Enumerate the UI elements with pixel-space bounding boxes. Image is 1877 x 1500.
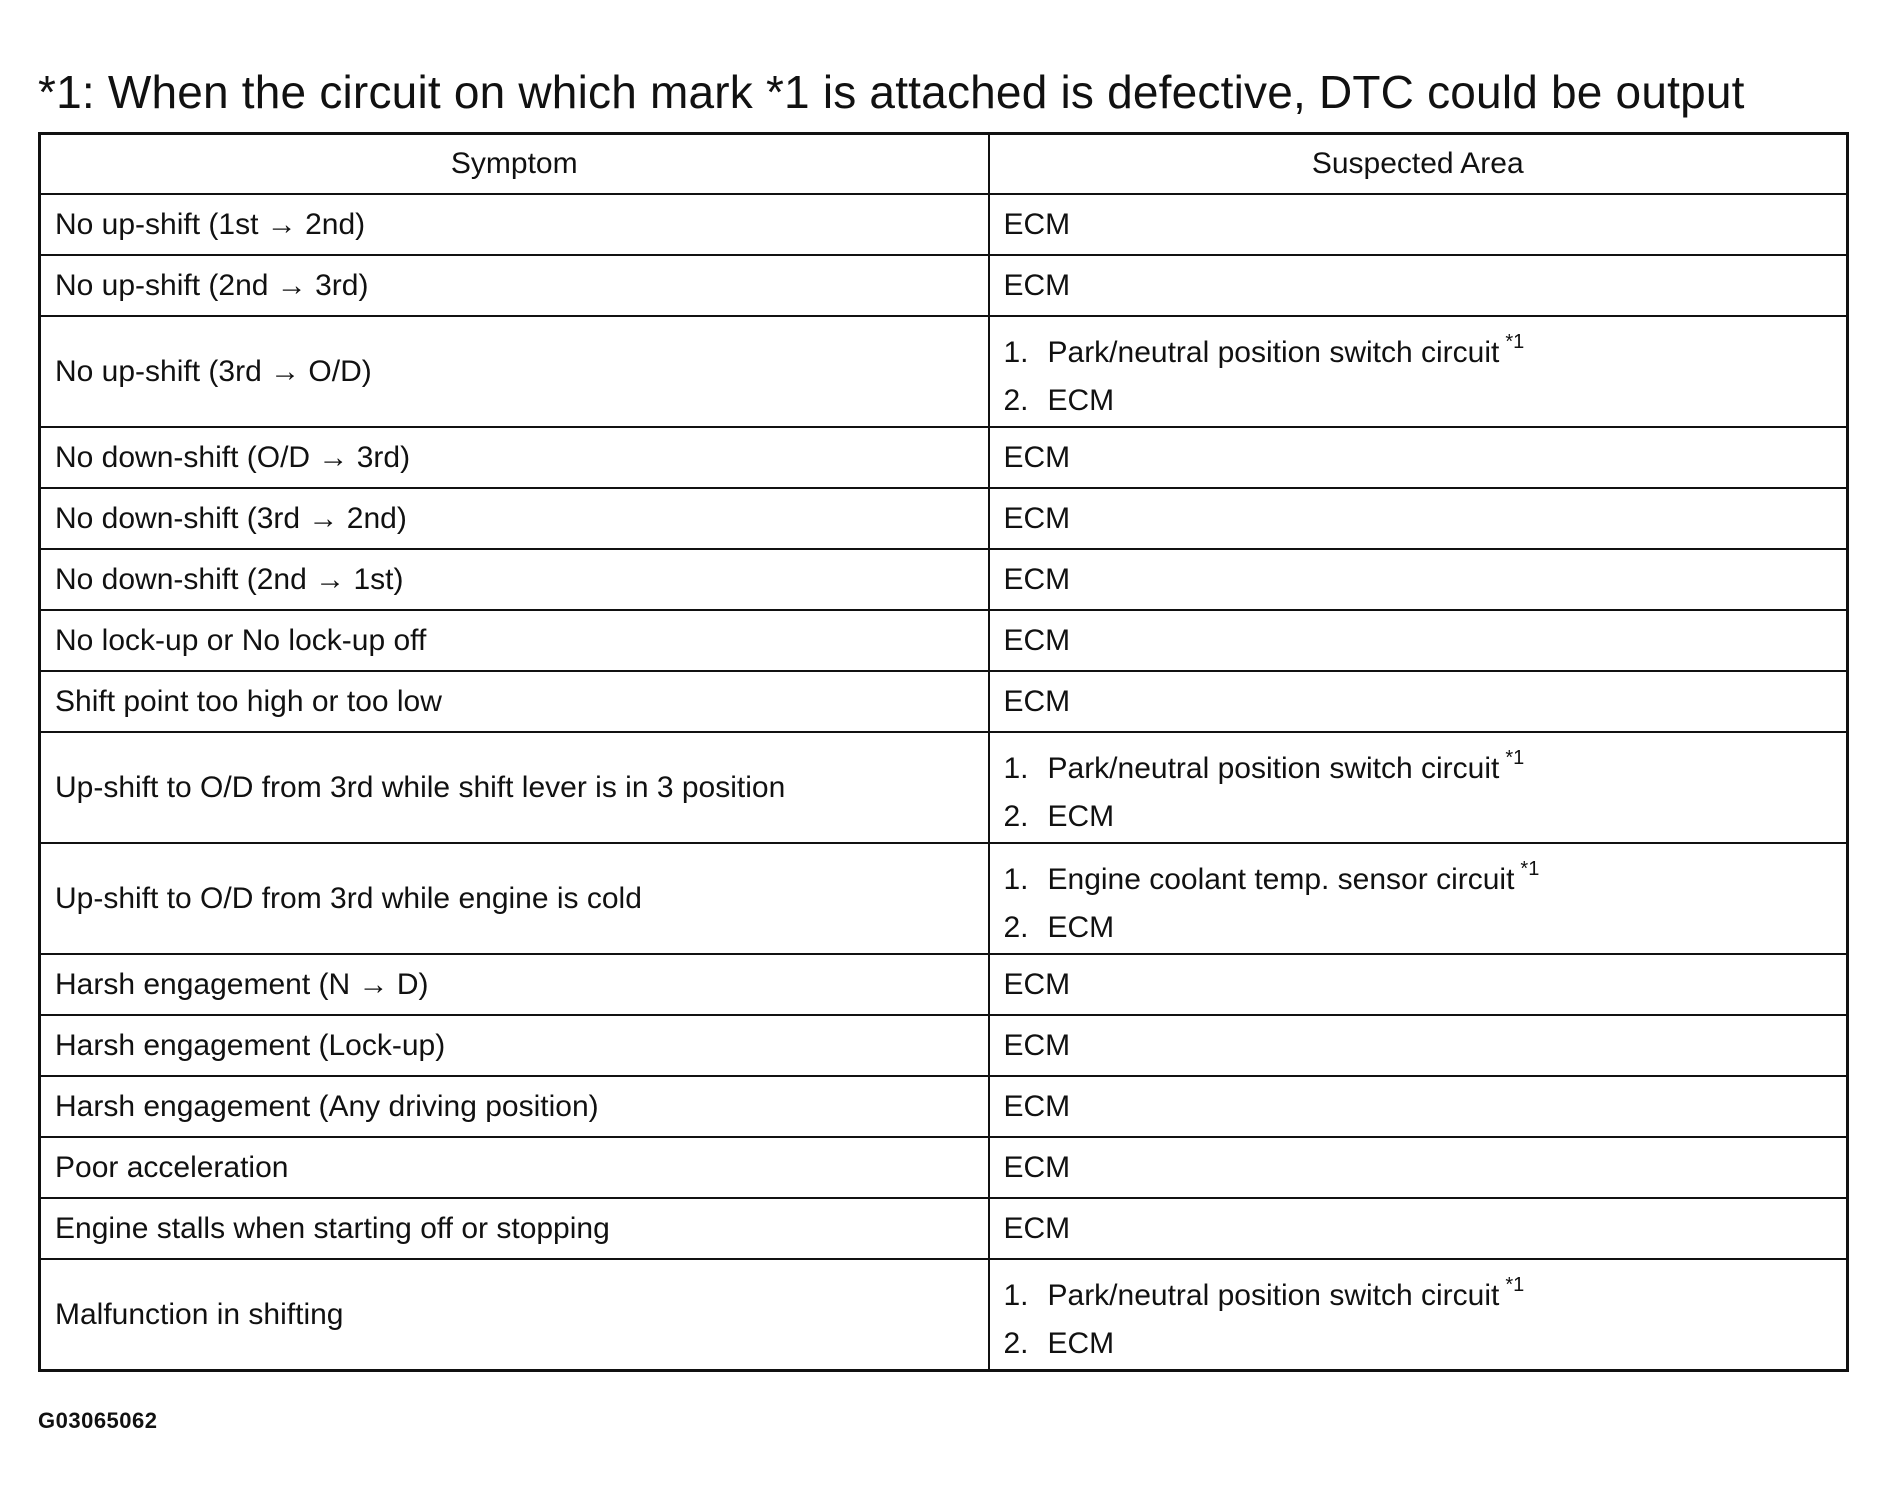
suspected-area-cell: ECM xyxy=(989,255,1848,316)
item-text: ECM xyxy=(1047,800,1115,833)
item-number: 2. xyxy=(1003,800,1029,833)
table-row xyxy=(40,671,1848,732)
symptom-cell: Malfunction in shifting xyxy=(40,1259,989,1371)
list-item xyxy=(1004,793,1833,841)
suspected-area-cell: ECM xyxy=(989,954,1848,1015)
item-text: Engine coolant temp. sensor circuit xyxy=(1047,863,1515,896)
symptom-cell: Engine stalls when starting off or stopping xyxy=(40,1198,989,1259)
symptom-cell: No down-shift (2nd → 1st) xyxy=(40,549,989,610)
suspected-area-cell: ECM xyxy=(989,610,1848,671)
symptom-cell: No lock-up or No lock-up off xyxy=(40,610,989,671)
header-symptom: Symptom xyxy=(40,134,989,195)
footnote-mark: *1 xyxy=(1505,1274,1525,1296)
symptom-cell: No up-shift (3rd → O/D) xyxy=(40,316,989,427)
table-row xyxy=(40,194,1848,255)
symptom-cell: Harsh engagement (N → D) xyxy=(40,954,989,1015)
header-suspected-area: Suspected Area xyxy=(989,134,1848,195)
table-row xyxy=(40,488,1848,549)
item-text: Park/neutral position switch circuit xyxy=(1047,336,1500,369)
table-row xyxy=(40,1137,1848,1198)
header-row xyxy=(40,134,1848,195)
table-row xyxy=(40,1015,1848,1076)
suspected-area-cell: ECM xyxy=(989,1137,1848,1198)
item-number: 1. xyxy=(1003,1279,1029,1312)
suspected-area-list xyxy=(1004,318,1833,425)
list-item xyxy=(1004,318,1833,377)
symptom-cell: Harsh engagement (Lock-up) xyxy=(40,1015,989,1076)
symptom-cell: Harsh engagement (Any driving position) xyxy=(40,1076,989,1137)
list-item xyxy=(1004,845,1833,904)
suspected-area-cell xyxy=(989,732,1848,843)
suspected-area-cell: ECM xyxy=(989,1076,1848,1137)
table-row xyxy=(40,843,1848,954)
table-row xyxy=(40,954,1848,1015)
table-row xyxy=(40,549,1848,610)
suspected-area-cell: ECM xyxy=(989,671,1848,732)
item-text: Park/neutral position switch circuit xyxy=(1047,752,1500,785)
suspected-area-cell xyxy=(989,843,1848,954)
item-number: 2. xyxy=(1003,911,1029,944)
suspected-area-list xyxy=(1004,734,1833,841)
suspected-area-list xyxy=(1004,845,1833,952)
suspected-area-cell xyxy=(989,1259,1848,1371)
figure-id: G03065062 xyxy=(38,1408,158,1433)
suspected-area-list xyxy=(1004,1261,1833,1368)
footnote-mark: *1 xyxy=(1505,331,1525,353)
suspected-area-cell: ECM xyxy=(989,488,1848,549)
item-text: ECM xyxy=(1047,911,1115,944)
suspected-area-cell: ECM xyxy=(989,1015,1848,1076)
footnote-mark: *1 xyxy=(1505,747,1525,769)
suspected-area-cell: ECM xyxy=(989,194,1848,255)
item-number: 1. xyxy=(1003,752,1029,785)
list-item xyxy=(1004,904,1833,952)
item-text: Park/neutral position switch circuit xyxy=(1047,1279,1500,1312)
table-row xyxy=(40,610,1848,671)
footnote-legend: *1: When the circuit on which mark *1 is attached is defective, DTC could be output xyxy=(38,66,1745,118)
suspected-area-cell: ECM xyxy=(989,549,1848,610)
table-row xyxy=(40,1198,1848,1259)
symptom-cell: Shift point too high or too low xyxy=(40,671,989,732)
item-number: 2. xyxy=(1003,1327,1029,1360)
suspected-area-cell: ECM xyxy=(989,1198,1848,1259)
suspected-area-cell xyxy=(989,316,1848,427)
symptom-cell: No down-shift (O/D → 3rd) xyxy=(40,427,989,488)
symptom-cell: Up-shift to O/D from 3rd while shift lever is in 3 position xyxy=(40,732,989,843)
table-row xyxy=(40,427,1848,488)
table-row xyxy=(40,732,1848,843)
footnote-mark: *1 xyxy=(1520,858,1540,880)
table-row xyxy=(40,1076,1848,1137)
item-text: ECM xyxy=(1047,384,1115,417)
list-item xyxy=(1004,377,1833,425)
symptom-cell: Up-shift to O/D from 3rd while engine is cold xyxy=(40,843,989,954)
item-number: 1. xyxy=(1003,336,1029,369)
list-item xyxy=(1004,1261,1833,1320)
suspected-area-cell: ECM xyxy=(989,427,1848,488)
symptom-table xyxy=(38,132,1849,1372)
symptom-cell: No up-shift (1st → 2nd) xyxy=(40,194,989,255)
item-number: 1. xyxy=(1003,863,1029,896)
list-item xyxy=(1004,1320,1833,1368)
table-row xyxy=(40,255,1848,316)
table-row xyxy=(40,316,1848,427)
symptom-cell: No down-shift (3rd → 2nd) xyxy=(40,488,989,549)
symptom-cell: Poor acceleration xyxy=(40,1137,989,1198)
item-number: 2. xyxy=(1003,384,1029,417)
list-item xyxy=(1004,734,1833,793)
table-row xyxy=(40,1259,1848,1371)
symptom-cell: No up-shift (2nd → 3rd) xyxy=(40,255,989,316)
item-text: ECM xyxy=(1047,1327,1115,1360)
